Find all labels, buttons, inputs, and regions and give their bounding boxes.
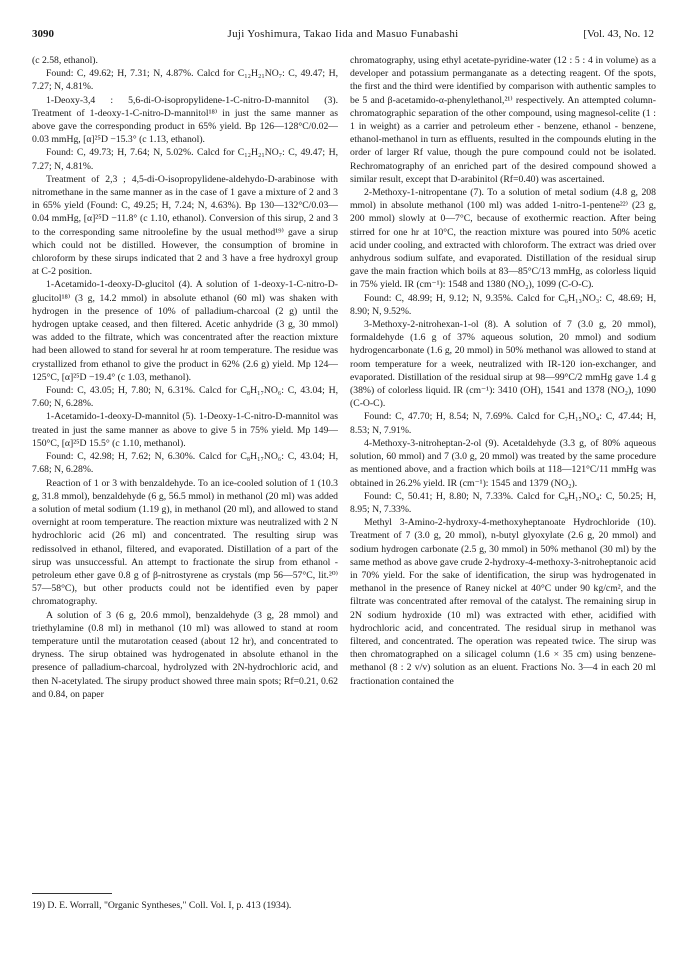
paragraph: Reaction of 1 or 3 with benzaldehyde. To an ice-cooled solution of 1 (10.3 g, 31.8 mmol), benzaldehyde (6 g, 56.5 mmol) in methanol (20 ml) was added a solution of metal sodium (1.19 g), in methanol (20 ml), and allowed to stand overnight at room temperature. The reaction mixture was neutralized with 2 N hydrochloric acid (26 ml) and concentrated. The resulting sirup was redissolved in ethanol, filtered, and evaporated. Distillation of a part of the sirup was unsuccessful. An attempt to fractionate the sirup from ethanol - petroleum ether gave 0.8 g of β-nitrostyrene as crystals (mp 56—57°C, lit.²⁰⁾ 57—58°C), but other products could not be identified even by paper chromatography. [32,477,338,608]
paragraph: 2-Methoxy-1-nitropentane (7). To a solution of metal sodium (4.8 g, 208 mmol) in absolute methanol (100 ml) was added 1-nitro-1-pentene²²⁾ (23 g, 200 mmol) slowly at 0—7°C, because of exothermic reaction. After being stirred for one hr at 10°C, the reaction mixture was poured into 50% acetic acid under cooling, and extracted with chloroform. The extract was dried over anhydrous sodium sulfate, and evaporated. Distillation of the residual sirup gave the main fraction which boils at 83—85°C/13 mmHg, as colorless liquid in 75% yield. IR (cm⁻¹): 1548 and 1380 (NO₂), 1099 (C-O-C). [350,187,656,291]
paragraph: 4-Methoxy-3-nitroheptan-2-ol (9). Acetaldehyde (3.3 g, of 80% aqueous solution, 60 mmol) and 7 (3.0 g, 20 mmol) was treated by the same procedure as mentioned above, and a fraction which boils at 118—121°C/11 mmHg was obtained in 26.2% yield. IR (cm⁻¹): 1545 and 1379 (NO₂). [350,437,656,489]
paragraph: Found: C, 49.62; H, 7.31; N, 4.87%. Calcd for C₁₂H₂₁NO₇: C, 49.47; H, 7.27; N, 4.81%. [32,68,338,93]
paragraph: Found: C, 49.73; H, 7.64; N, 5.02%. Calcd for C₁₂H₂₁NO₇: C, 49.47; H, 7.27; N, 4.81%. [32,147,338,172]
page-number: 3090 [32,28,54,40]
paragraph: 1-Acetamido-1-deoxy-D-mannitol (5). 1-Deoxy-1-C-nitro-D-mannitol was treated in just the same manner as above to give 5 in 75% yield. Mp 149—150°C, [α]²⁵D 15.5° (c 1.10, methanol). [32,411,338,449]
footnote: 19) D. E. Worrall, "Organic Syntheses," Coll. Vol. I, p. 413 (1934). [32,900,292,911]
paragraph: 1-Acetamido-1-deoxy-D-glucitol (4). A solution of 1-deoxy-1-C-nitro-D-glucitol¹⁸⁾ (3 g, 14.2 mmol) in absolute ethanol (60 ml) was shaken with hydrogen in the presence of 10% of palladium-charcoal (2 g) until the hydrogen uptake ceased, and then filtered. Acetic anhydride (3 g, 30 mmol) was added to the filtrate, which was concentrated after the reaction mixture had been allowed to stand for several hr at room temperature. The residue was crystallized from ethanol to give the product in 62% (2.6 g) yield. Mp 124—125°C, [α]²⁵D −19.4° (c 1.03, methanol). [32,279,338,383]
paragraph: Found: C, 48.99; H, 9.12; N, 9.35%. Calcd for C₆H₁₃NO₃: C, 48.69; H, 8.90; N, 9.52%. [350,292,656,317]
paragraph: Treatment of 2,3 ; 4,5-di-O-isopropylidene-aldehydo-D-arabinose with nitromethane in the same manner as in the case of 1 gave a mixture of 2 and 3 in 65% yield (Found: C, 49.25; H, 7.24; N, 4.63%). Bp 130—132°C/0.03—0.04 mmHg, [α]²⁵D −11.8° (c 1.10, ethanol). Conversion of this sirup, 2 and 3 to the corresponding same nitroolefine by the usual method¹⁹⁾ gave a sirup which could not be distilled. However, the consumption of bromine in chloroform by these sirups indicated that 2 and 3 have a free hydroxyl group at C-2 position. [32,173,338,278]
page-header [32,28,654,44]
paragraph: (c 2.58, ethanol). [32,55,98,66]
paragraph: chromatography, using ethyl acetate-pyridine-water (12 : 5 : 4 in volume) as a developer and potassium permanganate as a detecting reagent. Of the spots, the first and the third were identified by comparison with authentic samples to be 5 and β-acetamido-α-phenylethanol,²¹⁾ respectively. An attempted column-chromatographic separation of the other compound, using magnesol-celite (1 : 1 in weight) as a carrier and petroleum ether - benzene, ethanol - benzene, ethanol-methanol in turn as effluents, resulted in the compounds eluting in the order of larger Rf value, though the pure compound could not be isolated. Rechromatography of an enriched part of the desired compound showed a similar result, except that D-arabinitol (Rf=0.40) was ascertained. [350,55,656,185]
volume-info: [Vol. 43, No. 12 [583,28,654,40]
paragraph: Found: C, 42.98; H, 7.62; N, 6.30%. Calcd for C₈H₁₇NO₆: C, 43.04; H, 7.68; N, 6.28%. [32,451,338,476]
left-column [32,54,338,701]
running-authors: Juji Yoshimura, Takao Iida and Masuo Funabashi [227,28,459,40]
paragraph: Found: C, 47.70; H, 8.54; N, 7.69%. Calcd for C₇H₁₅NO₄: C, 47.44; H, 8.53; N, 7.91%. [350,411,656,436]
paragraph: A solution of 3 (6 g, 20.6 mmol), benzaldehyde (3 g, 28 mmol) and triethylamine (0.8 ml) in methanol (10 ml) was allowed to stand at room temperature until the mutarotation ceased (about 12 hr), and concentrated to dryness. The sirup obtained was hydrogenated in absolute ethanol in the presence of palladium-charcoal, hydrolyzed with 2N-hydrochloric acid, and then N-acetylated. The sirupy product showed three main spots; Rf=0.21, 0.62 and 0.84, on paper [32,609,338,700]
paragraph: 3-Methoxy-2-nitrohexan-1-ol (8). A solution of 7 (3.0 g, 20 mmol), formaldehyde (1.6 g of 37% aqueous solution, 20 mmol) and sodium hydrogencarbonate (1.6 g, 20 mmol) in 50% methanol was allowed to stand at room temperature for a week, neutralized with IR-120 ion-exchanger, and evaporated. Distillation of the residual sirup at 98—99°C/2 mmHg gave 1.4 g (38%) of colorless liquid. IR (cm⁻¹): 3410 (OH), 1541 and 1378 (NO₂), 1090 (C-O-C). [350,319,656,410]
paragraph: 1-Deoxy-3,4 : 5,6-di-O-isopropylidene-1-C-nitro-D-mannitol (3). Treatment of 1-deoxy-1-C-nitro-D-mannitol¹⁸⁾ in just the same manner as above gave the corresponding product in 65% yield. Bp 126—128°C/0.02—0.03 mmHg, [α]²⁵D −15.3° (c 1.13, ethanol). [32,94,338,146]
right-column [350,54,656,688]
paragraph: Found: C, 50.41; H, 8.80; N, 7.33%. Calcd for C₈H₁₇NO₄: C, 50.25; H, 8.95; N, 7.33%. [350,490,656,515]
paragraph: Found: C, 43.05; H, 7.80; N, 6.31%. Calcd for C₈H₁₇NO₆: C, 43.04; H, 7.60; N, 6.28%. [32,385,338,410]
paragraph: Methyl 3-Amino-2-hydroxy-4-methoxyheptanoate Hydrochloride (10). Treatment of 7 (3.0 g, 20 mmol), n-butyl glyoxylate (2.6 g, 20 mmol) and sodium hydrogen carbonate (2.5 g, 30 mmol) in 50% methanol (30 ml) by the same method as above gave crude 2-hydroxy-4-methoxy-3-nitroheptanoic acid in 70% yield. For the sake of identification, the sirup was hydrogenated in methanol in the presence of Raney nickel at 40°C under 90 kg/cm², and the filtrate was concentrated after removal of the catalyst. The remaining sirup in 2N sodium hydroxide (10 ml) was extracted with ether, acidified with hydrochloric acid, and concentrated. The residual sirup in methanol was filtered, and concentrated. The operation was repeated twice. The sirup was then chromatographed on a silicagel column (1.6 × 35 cm) using benzene-methanol (8 : 2 v/v) solution as an eluent. Fractions No. 3—4 in each 20 ml fractionation contained the [350,517,656,687]
footnote-divider [32,893,112,894]
